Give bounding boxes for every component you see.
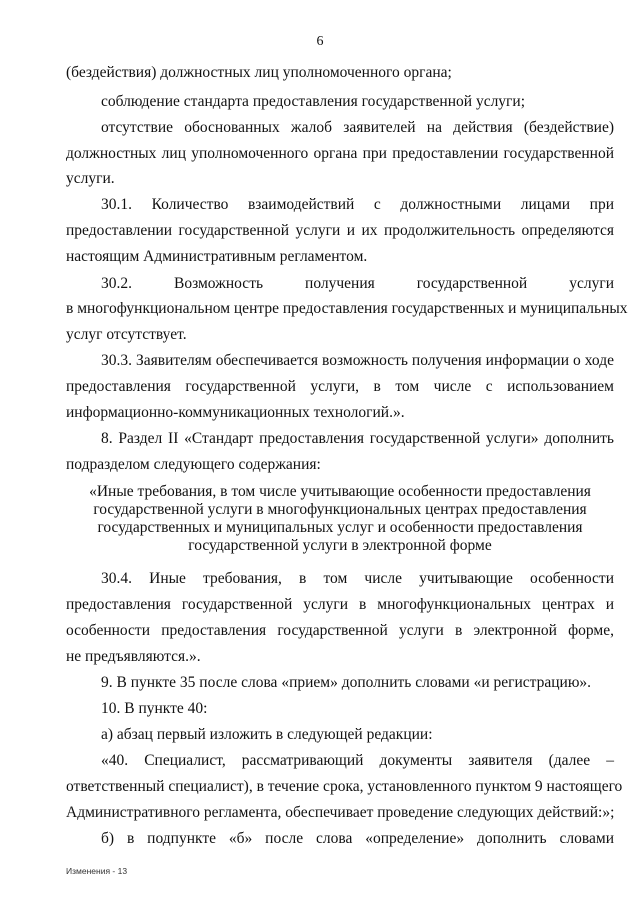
text-line: 30.1. Количество взаимодействий с должностными лицами при xyxy=(101,196,614,213)
text-line: б) в подпункте «б» после слова «определение» дополнить словами xyxy=(101,830,614,847)
text-line: не предъявляются.». xyxy=(66,648,201,665)
text-line: Административного регламента, обеспечивает проведение следующих действий:»; xyxy=(66,804,615,821)
subsection-heading-line: государственной услуги в электронной форме xyxy=(188,537,492,554)
text-line: настоящим Административным регламентом. xyxy=(66,248,368,265)
text-line: предоставления государственной услуги в многофункциональных центрах и xyxy=(66,596,614,613)
text-line: подразделом следующего содержания: xyxy=(66,456,321,473)
subsection-heading-line: государственных и муниципальных услуг и особенности предоставления xyxy=(97,519,583,536)
text-line: а) абзац первый изложить в следующей редакции: xyxy=(101,726,433,743)
text-line: 30.4. Иные требования, в том числе учитывающие особенности xyxy=(101,570,614,587)
text-line: (бездействия) должностных лиц уполномоченного органа; xyxy=(66,64,452,81)
text-line: должностных лиц уполномоченного органа при предоставлении государственной xyxy=(66,145,614,162)
text-line: 9. В пункте 35 после слова «прием» дополнить словами «и регистрацию». xyxy=(101,674,592,691)
text-line: услуг отсутствует. xyxy=(66,326,187,343)
footer-label: Изменения - 13 xyxy=(66,866,128,876)
text-line: информационно-коммуникационных технологий.». xyxy=(66,404,405,421)
text-line: ответственный специалист), в течение срока, установленного пунктом 9 настоящего xyxy=(66,778,623,795)
text-line: отсутствие обоснованных жалоб заявителей на действия (бездействие) xyxy=(101,119,614,136)
text-line: 10. В пункте 40: xyxy=(101,700,208,717)
text-line: 30.3. Заявителям обеспечивается возможность получения информации о ходе xyxy=(101,352,614,369)
subsection-heading-line: государственной услуги в многофункциональных центрах предоставления xyxy=(93,501,587,518)
text-line: предоставлении государственной услуги и их продолжительность определяются xyxy=(66,222,614,239)
text-line: соблюдение стандарта предоставления государственной услуги; xyxy=(101,93,526,110)
text-line: «40. Специалист, рассматривающий документы заявителя (далее – xyxy=(101,752,614,769)
text-line: предоставления государственной услуги, в том числе с использованием xyxy=(66,378,614,395)
text-line: в многофункциональном центре предоставления государственных и муниципальных xyxy=(66,300,628,317)
text-line: 30.2. Возможность получения государственной услуги xyxy=(101,275,614,292)
text-line: 8. Раздел II «Стандарт предоставления государственной услуги» дополнить xyxy=(101,430,614,447)
subsection-heading-line: «Иные требования, в том числе учитывающие особенности предоставления xyxy=(89,483,591,500)
page-number: 6 xyxy=(316,34,324,49)
text-line: услуги. xyxy=(66,170,115,187)
text-line: особенности предоставления государственной услуги в электронной форме, xyxy=(66,622,614,639)
